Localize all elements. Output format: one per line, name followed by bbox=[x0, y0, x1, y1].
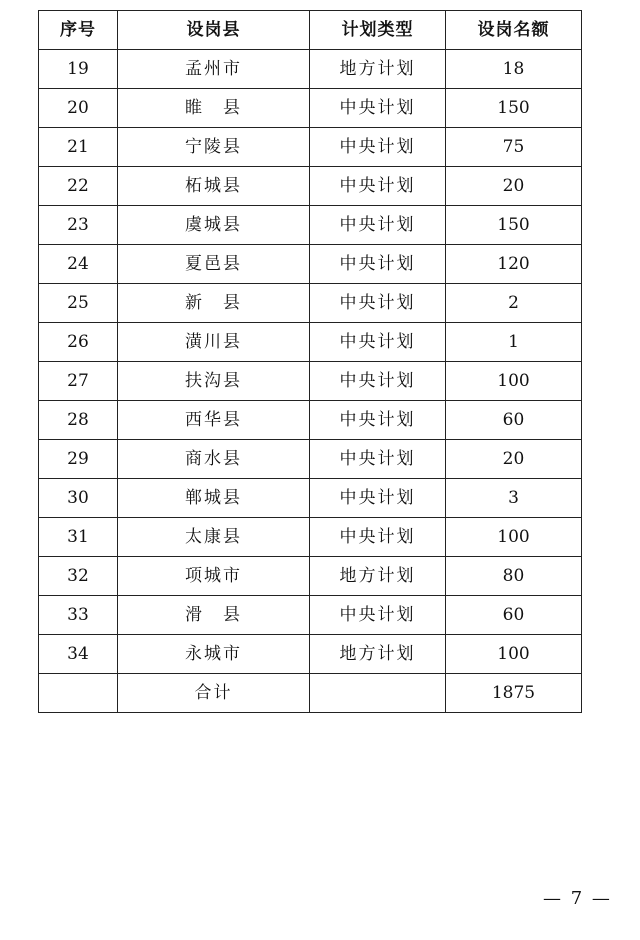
cell-county: 西华县 bbox=[118, 401, 310, 440]
table-row bbox=[39, 479, 582, 518]
total-seq-cell bbox=[39, 674, 118, 713]
cell-plan-type: 地方计划 bbox=[310, 635, 446, 674]
header-quota: 设岗名额 bbox=[446, 11, 582, 50]
cell-county: 郸城县 bbox=[118, 479, 310, 518]
cell-plan-type: 中央计划 bbox=[310, 518, 446, 557]
total-label: 合计 bbox=[118, 674, 310, 713]
cell-county: 虞城县 bbox=[118, 206, 310, 245]
table-row bbox=[39, 362, 582, 401]
table-row bbox=[39, 89, 582, 128]
cell-plan-type: 中央计划 bbox=[310, 440, 446, 479]
cell-county: 睢 县 bbox=[118, 89, 310, 128]
cell-quota: 100 bbox=[446, 362, 582, 401]
cell-county: 宁陵县 bbox=[118, 128, 310, 167]
cell-plan-type: 中央计划 bbox=[310, 479, 446, 518]
total-row bbox=[39, 674, 582, 713]
cell-county: 永城市 bbox=[118, 635, 310, 674]
cell-county: 潢川县 bbox=[118, 323, 310, 362]
cell-seq: 29 bbox=[39, 440, 118, 479]
table-row bbox=[39, 596, 582, 635]
table-row bbox=[39, 518, 582, 557]
table-row bbox=[39, 557, 582, 596]
table-row bbox=[39, 635, 582, 674]
header-county: 设岗县 bbox=[118, 11, 310, 50]
cell-quota: 60 bbox=[446, 401, 582, 440]
cell-county: 新 县 bbox=[118, 284, 310, 323]
cell-seq: 31 bbox=[39, 518, 118, 557]
cell-quota: 20 bbox=[446, 440, 582, 479]
cell-plan-type: 中央计划 bbox=[310, 206, 446, 245]
table-row bbox=[39, 440, 582, 479]
cell-seq: 21 bbox=[39, 128, 118, 167]
header-plan-type: 计划类型 bbox=[310, 11, 446, 50]
cell-seq: 28 bbox=[39, 401, 118, 440]
cell-seq: 25 bbox=[39, 284, 118, 323]
cell-seq: 32 bbox=[39, 557, 118, 596]
cell-quota: 120 bbox=[446, 245, 582, 284]
cell-plan-type: 中央计划 bbox=[310, 245, 446, 284]
cell-quota: 100 bbox=[446, 518, 582, 557]
cell-plan-type: 中央计划 bbox=[310, 362, 446, 401]
cell-seq: 23 bbox=[39, 206, 118, 245]
cell-quota: 100 bbox=[446, 635, 582, 674]
table-row bbox=[39, 245, 582, 284]
cell-county: 太康县 bbox=[118, 518, 310, 557]
cell-county: 滑 县 bbox=[118, 596, 310, 635]
cell-quota: 3 bbox=[446, 479, 582, 518]
cell-quota: 75 bbox=[446, 128, 582, 167]
cell-seq: 26 bbox=[39, 323, 118, 362]
cell-seq: 22 bbox=[39, 167, 118, 206]
cell-seq: 30 bbox=[39, 479, 118, 518]
table-row bbox=[39, 128, 582, 167]
table-header-row bbox=[39, 11, 582, 50]
total-quota: 1875 bbox=[446, 674, 582, 713]
cell-seq: 27 bbox=[39, 362, 118, 401]
cell-seq: 33 bbox=[39, 596, 118, 635]
table-row bbox=[39, 401, 582, 440]
cell-plan-type: 中央计划 bbox=[310, 596, 446, 635]
quota-table bbox=[38, 10, 582, 713]
cell-plan-type: 中央计划 bbox=[310, 167, 446, 206]
page-number: — 7 — bbox=[543, 888, 612, 909]
cell-quota: 150 bbox=[446, 89, 582, 128]
cell-county: 扶沟县 bbox=[118, 362, 310, 401]
cell-quota: 80 bbox=[446, 557, 582, 596]
header-seq: 序号 bbox=[39, 11, 118, 50]
cell-county: 项城市 bbox=[118, 557, 310, 596]
table-row bbox=[39, 50, 582, 89]
cell-plan-type: 中央计划 bbox=[310, 128, 446, 167]
cell-seq: 19 bbox=[39, 50, 118, 89]
table-row bbox=[39, 206, 582, 245]
cell-quota: 1 bbox=[446, 323, 582, 362]
table-row bbox=[39, 284, 582, 323]
table-row bbox=[39, 323, 582, 362]
cell-county: 孟州市 bbox=[118, 50, 310, 89]
cell-seq: 34 bbox=[39, 635, 118, 674]
cell-quota: 2 bbox=[446, 284, 582, 323]
cell-plan-type: 中央计划 bbox=[310, 323, 446, 362]
cell-seq: 20 bbox=[39, 89, 118, 128]
table-row bbox=[39, 167, 582, 206]
cell-seq: 24 bbox=[39, 245, 118, 284]
cell-county: 柘城县 bbox=[118, 167, 310, 206]
cell-county: 夏邑县 bbox=[118, 245, 310, 284]
cell-plan-type: 中央计划 bbox=[310, 401, 446, 440]
cell-quota: 18 bbox=[446, 50, 582, 89]
cell-plan-type: 中央计划 bbox=[310, 89, 446, 128]
cell-county: 商水县 bbox=[118, 440, 310, 479]
cell-plan-type: 地方计划 bbox=[310, 50, 446, 89]
total-plan-cell bbox=[310, 674, 446, 713]
cell-quota: 150 bbox=[446, 206, 582, 245]
cell-plan-type: 中央计划 bbox=[310, 284, 446, 323]
cell-plan-type: 地方计划 bbox=[310, 557, 446, 596]
cell-quota: 20 bbox=[446, 167, 582, 206]
cell-quota: 60 bbox=[446, 596, 582, 635]
